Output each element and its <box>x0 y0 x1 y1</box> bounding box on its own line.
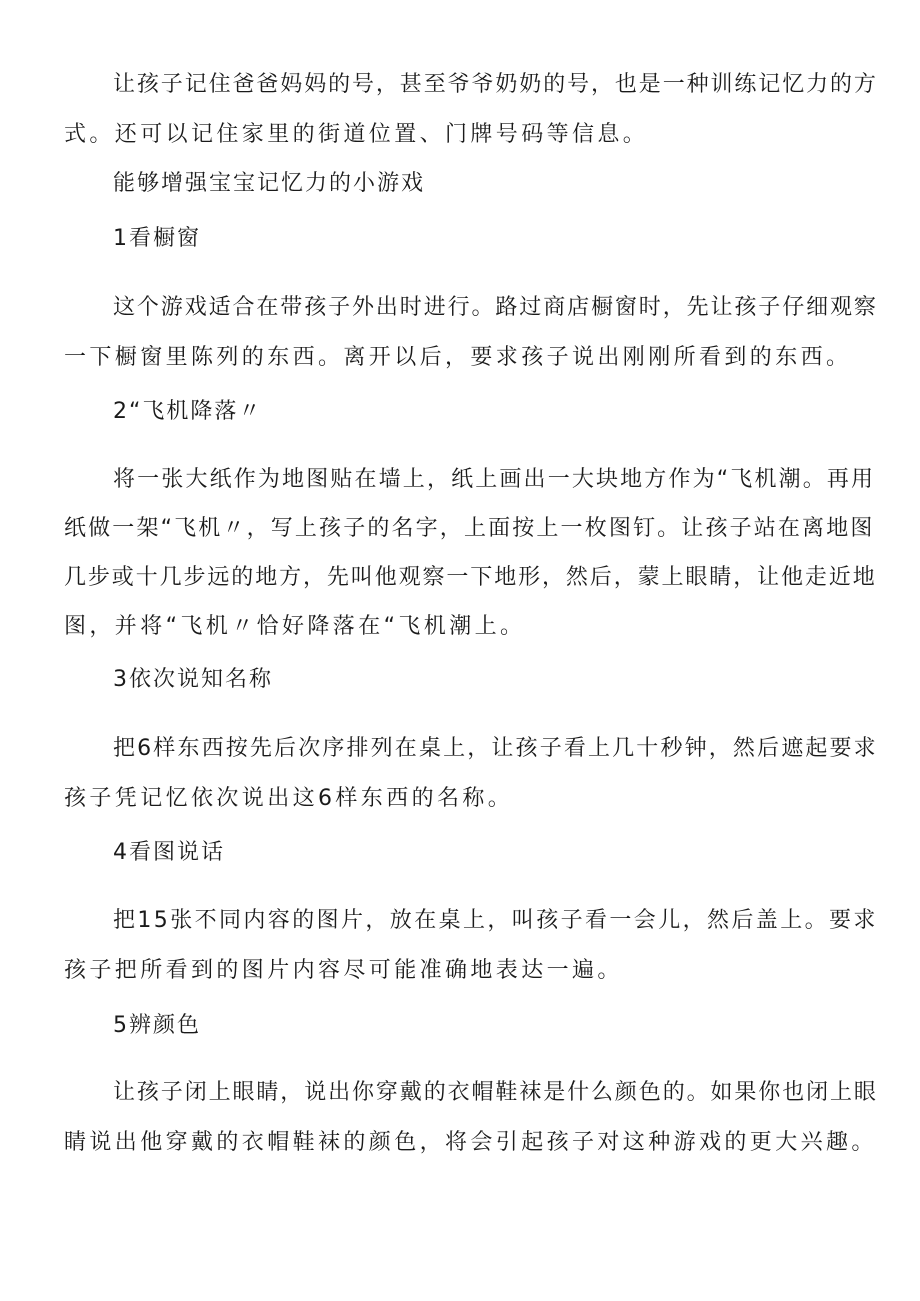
game-3-line-2: 孩子凭记忆依次说出这6样东西的名称。 <box>64 786 514 811</box>
game-1-line-1: 这个游戏适合在带孩子外出时进行。路过商店橱窗时，先让孩子仔细观察 <box>113 295 878 320</box>
game-3-line-1: 把6样东西按先后次序排列在桌上，让孩子看上几十秒钟，然后遮起要求 <box>113 736 878 761</box>
game-4-line-1: 把15张不同内容的图片，放在桌上，叫孩子看一会儿，然后盖上。要求 <box>113 908 878 933</box>
game-3-heading: 3依次说知名称 <box>113 667 273 692</box>
game-2-line-4: 图，并将“飞机〃恰好降落在“飞机潮上。 <box>64 614 526 639</box>
game-1-heading: 1看橱窗 <box>113 226 201 251</box>
game-1-line-2: 一下橱窗里陈列的东西。离开以后，要求孩子说出刚刚所看到的东西。 <box>64 345 852 370</box>
game-5-line-2: 睛说出他穿戴的衣帽鞋袜的颜色，将会引起孩子对这种游戏的更大兴趣。 <box>64 1130 877 1155</box>
game-2-line-2: 纸做一架“飞机〃，写上孩子的名字，上面按上一枚图钉。让孩子站在离地图 <box>64 516 875 541</box>
intro-line-2: 式。还可以记住家里的街道位置、门牌号码等信息。 <box>64 122 649 147</box>
intro-line-1: 让孩子记住爸爸妈妈的号，甚至爷爷奶奶的号，也是一种训练记忆力的方 <box>113 72 878 97</box>
game-2-line-3: 几步或十几步远的地方，先叫他观察一下地形，然后，蒙上眼睛，让他走近地 <box>64 565 877 590</box>
game-5-line-1: 让孩子闭上眼睛，说出你穿戴的衣帽鞋袜是什么颜色的。如果你也闭上眼 <box>113 1080 878 1105</box>
game-2-line-1: 将一张大纸作为地图贴在墙上，纸上画出一大块地方作为“飞机潮。再用 <box>113 467 876 492</box>
section-title: 能够增强宝宝记忆力的小游戏 <box>113 171 426 196</box>
game-4-line-2: 孩子把所看到的图片内容尽可能准确地表达一遍。 <box>64 958 623 983</box>
game-2-heading: 2“飞机降落〃 <box>113 399 263 424</box>
game-4-heading: 4看图说话 <box>113 840 225 865</box>
game-5-heading: 5辨颜色 <box>113 1013 201 1038</box>
